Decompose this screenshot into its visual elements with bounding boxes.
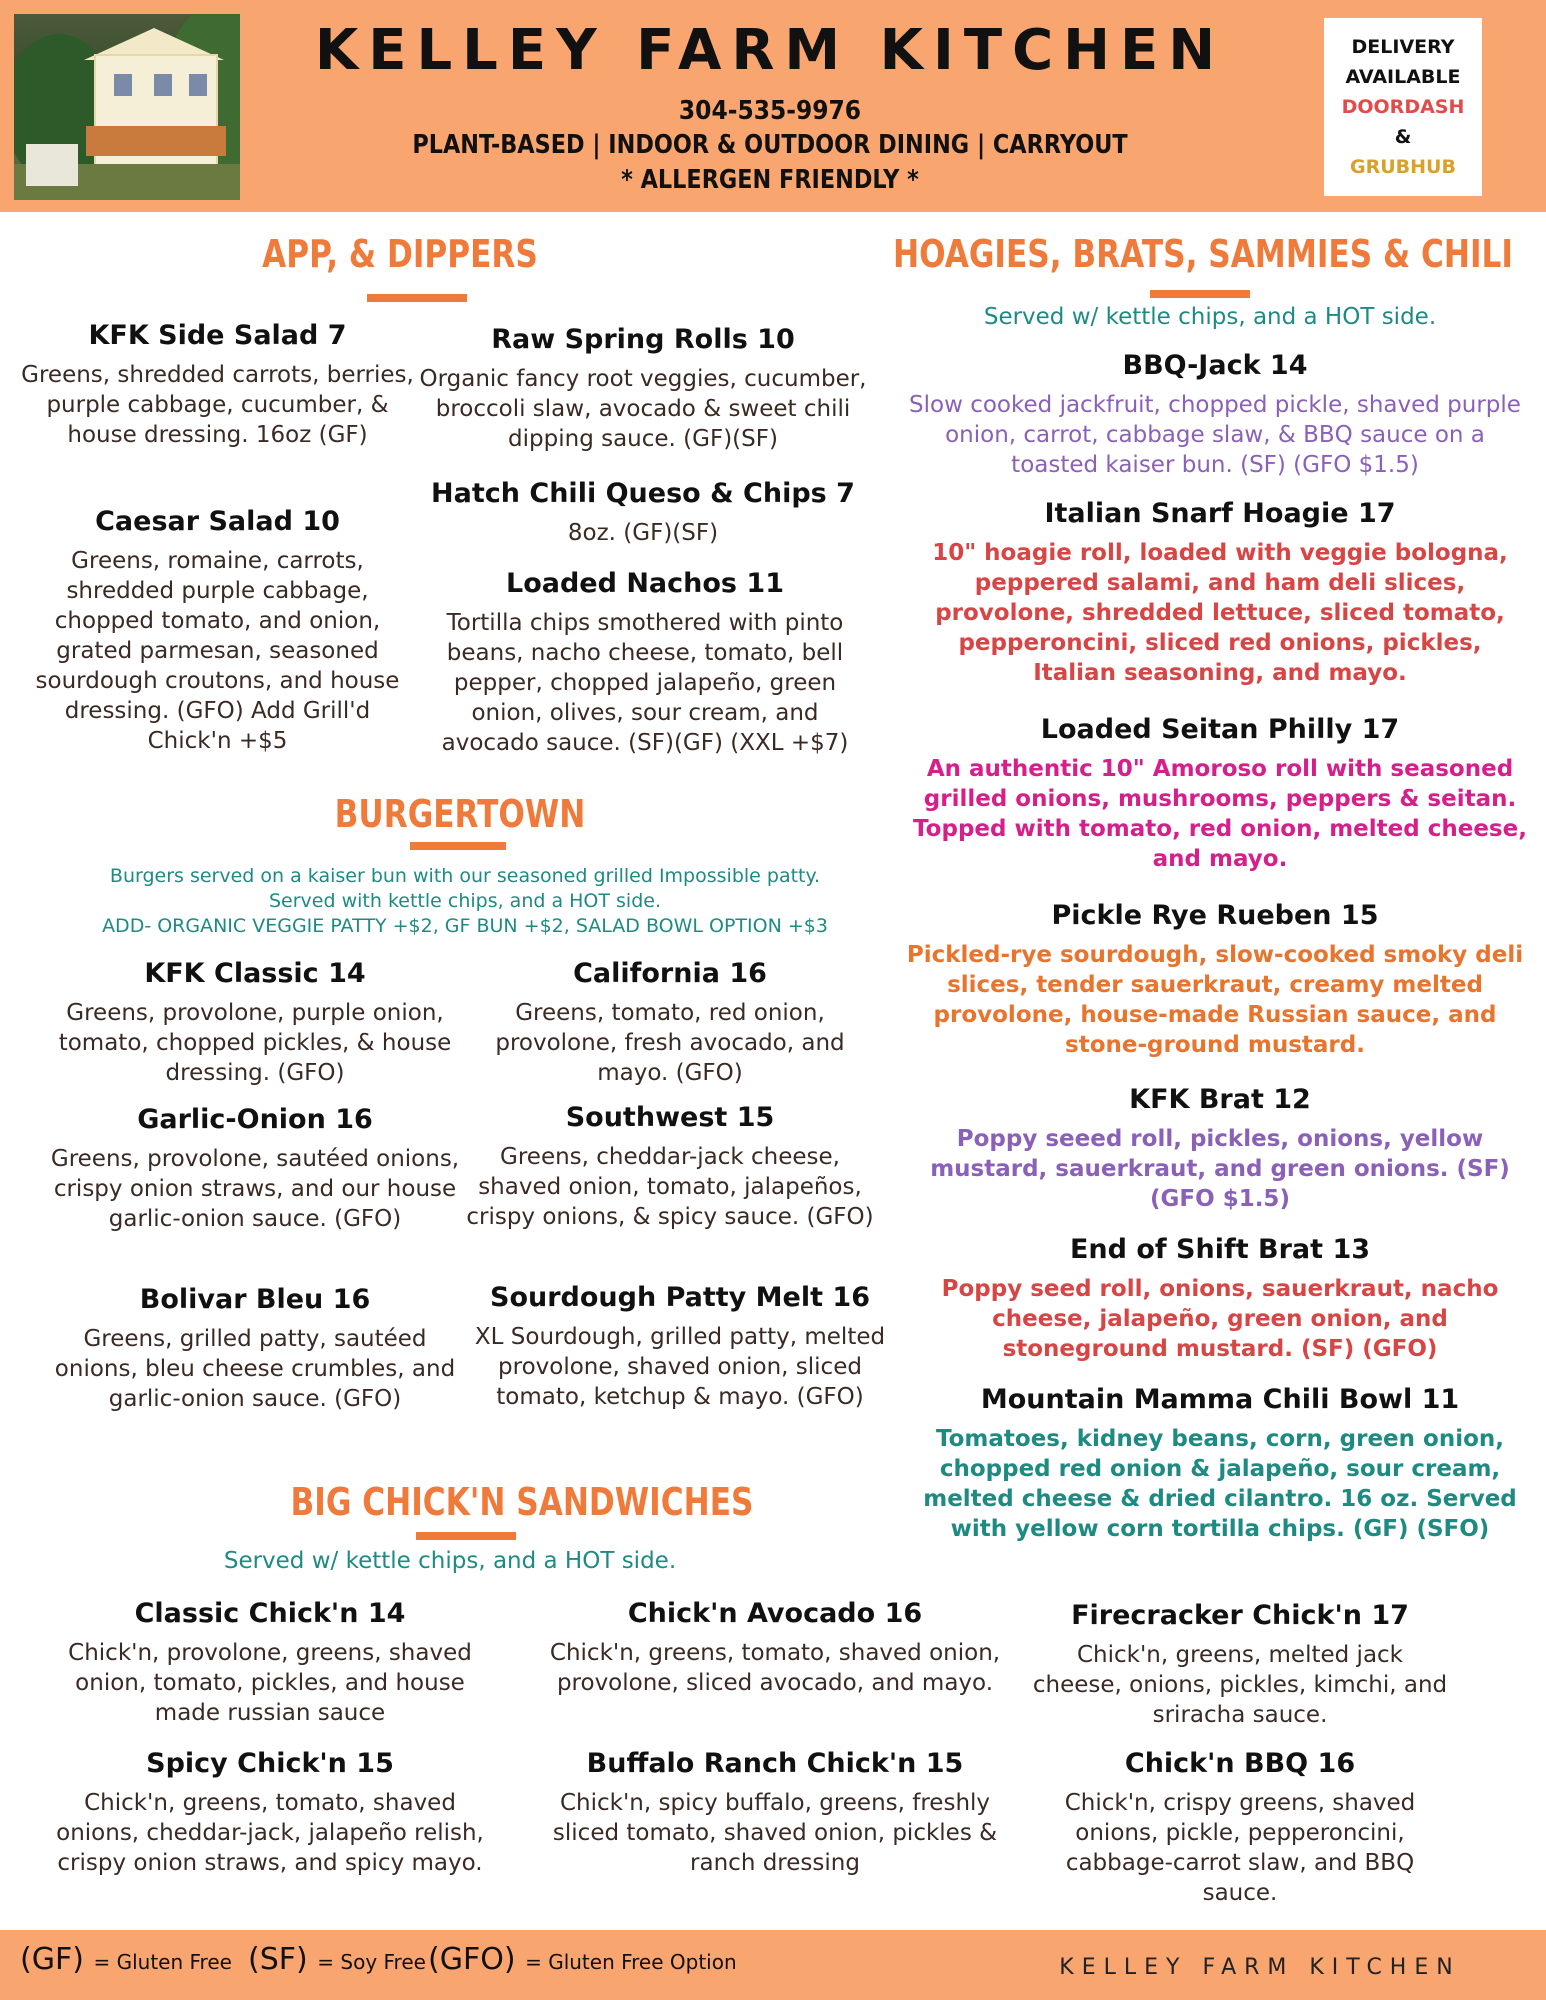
item-desc: Poppy seeed roll, pickles, onions, yellow mustard, sauerkraut, and green onions. (SF) (GFO $1.5) (930, 1126, 1510, 1212)
item-name: Spicy Chick'n 15 (146, 1748, 394, 1779)
menu-item (920, 1232, 1520, 1364)
burgertown-note-1: Burgers served on a kaiser bun with our seasoned grilled Impossible patty. (109, 865, 821, 887)
hoagies-underline (1150, 290, 1250, 298)
apps-title: APP, & DIPPERS (262, 232, 538, 276)
delivery-line1: DELIVERY (1351, 36, 1455, 58)
menu-item (545, 1746, 1005, 1878)
item-desc: Tomatoes, kidney beans, corn, green onion, chopped red onion & jalapeño, sour cream, melted cheese & dried cilantro. 16 oz. Served with yellow corn tortilla chips. (GF) (SFO) (923, 1426, 1517, 1542)
item-name: Sourdough Patty Melt 16 (490, 1282, 870, 1313)
tagline: PLANT-BASED | INDOOR & OUTDOOR DINING | CARRYOUT (412, 130, 1128, 160)
menu-item (45, 956, 465, 1088)
item-name: California 16 (573, 958, 767, 989)
item-desc: Chick'n, spicy buffalo, greens, freshly sliced tomato, shaved onion, pickles & ranch dressing (552, 1790, 998, 1876)
legend-gfo-code: (GFO) (428, 1942, 516, 1977)
grubhub-label: GRUBHUB (1350, 156, 1456, 178)
item-desc: Tortilla chips smothered with pinto beans, nacho cheese, tomato, bell pepper, chopped jalapeño, green onion, olives, sour cream, and avocado sauce. (SF)(GF) (XXL +$7) (441, 610, 849, 756)
item-name: Raw Spring Rolls 10 (491, 324, 795, 355)
delivery-badge (1324, 18, 1482, 196)
item-name: Pickle Rye Rueben 15 (1051, 900, 1379, 931)
item-name: Classic Chick'n 14 (134, 1598, 406, 1629)
item-desc: Pickled-rye sourdough, slow-cooked smoky deli slices, tender sauerkraut, creamy melted provolone, house-made Russian sauce, and stone-ground mustard. (906, 942, 1524, 1058)
item-name: KFK Classic 14 (144, 958, 366, 989)
item-name: Southwest 15 (565, 1102, 775, 1133)
item-name: Loaded Seitan Philly 17 (1040, 714, 1400, 745)
menu-item (470, 956, 870, 1088)
chickn-note: Served w/ kettle chips, and a HOT side. (223, 1548, 677, 1574)
item-name: Hatch Chili Queso & Chips 7 (431, 478, 855, 509)
item-desc: Greens, grilled patty, sautéed onions, bleu cheese crumbles, and garlic-onion sauce. (GFO) (54, 1326, 456, 1412)
burgertown-note-3: ADD- ORGANIC VEGGIE PATTY +$2, GF BUN +$2, SALAD BOWL OPTION +$3 (102, 915, 828, 937)
item-desc: Greens, cheddar-jack cheese, shaved onion, tomato, jalapeños, crispy onions, & spicy sauce. (GFO) (466, 1144, 874, 1230)
menu-item (45, 1102, 465, 1234)
item-desc: Greens, tomato, red onion, provolone, fresh avocado, and mayo. (GFO) (495, 1000, 845, 1086)
item-name: End of Shift Brat 13 (1069, 1234, 1371, 1265)
menu-item (40, 1596, 500, 1728)
menu-item (920, 496, 1520, 688)
legend-sf (248, 1942, 426, 1977)
item-name: KFK Brat 12 (1129, 1084, 1311, 1115)
legend-sf-label: = Soy Free (317, 1950, 426, 1974)
farmhouse-photo (14, 14, 240, 200)
menu-item (1030, 1598, 1450, 1730)
menu-item (45, 1282, 465, 1414)
menu-item (40, 1746, 500, 1878)
item-desc: Chick'n, greens, tomato, shaved onions, cheddar-jack, jalapeño relish, crispy onion straws, and spicy mayo. (56, 1790, 484, 1876)
item-desc: Poppy seed roll, onions, sauerkraut, nacho cheese, jalapeño, green onion, and stoneground mustard. (SF) (GFO) (941, 1276, 1499, 1362)
legend-gf-label: = Gluten Free (93, 1950, 232, 1974)
burgertown-underline (410, 842, 506, 850)
hoagies-note: Served w/ kettle chips, and a HOT side. (983, 304, 1437, 330)
item-desc: Greens, provolone, sautéed onions, crispy onion straws, and our house garlic-onion sauce. (GFO) (50, 1146, 460, 1232)
hoagies-title: HOAGIES, BRATS, SAMMIES & CHILI (893, 232, 1514, 276)
item-desc: Greens, provolone, purple onion, tomato, chopped pickles, & house dressing. (GFO) (58, 1000, 452, 1086)
item-name: KFK Side Salad 7 (88, 320, 347, 351)
item-name: Loaded Nachos 11 (506, 568, 784, 599)
menu-item (460, 1100, 880, 1232)
menu-item (905, 712, 1535, 874)
apps-underline (367, 294, 467, 302)
menu-item (905, 348, 1525, 480)
item-name: Chick'n Avocado 16 (627, 1598, 923, 1629)
delivery-amp: & (1394, 126, 1412, 148)
menu-item (425, 566, 865, 758)
item-name: Bolivar Bleu 16 (139, 1284, 371, 1315)
item-desc: Slow cooked jackfruit, chopped pickle, shaved purple onion, carrot, cabbage slaw, & BBQ sauce on a toasted kaiser bun. (SF) (GFO $1.5) (909, 392, 1521, 478)
item-name: BBQ-Jack 14 (1122, 350, 1308, 381)
menu-item (920, 1382, 1520, 1544)
restaurant-title: KELLEY FARM KITCHEN (314, 18, 1226, 83)
legend-gf-code: (GF) (20, 1942, 84, 1977)
item-name: Garlic-Onion 16 (137, 1104, 373, 1135)
legend-gf (20, 1942, 232, 1977)
item-desc: Greens, shredded carrots, berries, purple cabbage, cucumber, & house dressing. 16oz (GF) (21, 362, 414, 448)
item-name: Firecracker Chick'n 17 (1071, 1600, 1409, 1631)
item-desc: 8oz. (GF)(SF) (567, 520, 719, 546)
item-name: Chick'n BBQ 16 (1124, 1748, 1356, 1779)
item-desc: 10" hoagie roll, loaded with veggie bologna, peppered salami, and ham deli slices, provolone, shredded lettuce, sliced tomato, pepperoncini, sliced red onions, pickles, Italian seasoning, and mayo. (932, 540, 1508, 686)
item-desc: Chick'n, greens, tomato, shaved onion, provolone, sliced avocado, and mayo. (549, 1640, 1001, 1696)
chickn-underline (416, 1532, 516, 1540)
burgertown-note-2: Served with kettle chips, and a HOT side. (269, 890, 661, 912)
chickn-title: BIG CHICK'N SANDWICHES (290, 1480, 754, 1524)
delivery-line2: AVAILABLE (1345, 66, 1461, 88)
doordash-label: DOORDASH (1341, 96, 1465, 118)
menu-item (20, 318, 415, 450)
item-desc: XL Sourdough, grilled patty, melted provolone, shaved onion, sliced tomato, ketchup & mayo. (GFO) (474, 1324, 886, 1410)
legend-gfo-label: = Gluten Free Option (525, 1950, 737, 1974)
menu-item (545, 1596, 1005, 1698)
menu-item (418, 322, 868, 454)
item-desc: Chick'n, crispy greens, shaved onions, pickle, pepperoncini, cabbage-carrot slaw, and BBQ sauce. (1064, 1790, 1416, 1906)
item-name: Mountain Mamma Chili Bowl 11 (980, 1384, 1460, 1415)
menu-item (1030, 1746, 1450, 1908)
allergen-note: * ALLERGEN FRIENDLY * (621, 165, 919, 195)
item-desc: Chick'n, provolone, greens, shaved onion, tomato, pickles, and house made russian sauce (68, 1640, 472, 1726)
menu-item (418, 476, 868, 548)
item-desc: An authentic 10" Amoroso roll with seasoned grilled onions, mushrooms, peppers & seitan. Topped with tomato, red onion, melted cheese, and mayo. (913, 756, 1527, 872)
menu-item (460, 1280, 900, 1412)
item-name: Caesar Salad 10 (95, 506, 340, 537)
item-desc: Organic fancy root veggies, cucumber, broccoli slaw, avocado & sweet chili dipping sauce. (GF)(SF) (419, 366, 867, 452)
phone-number: 304-535-9976 (678, 96, 862, 126)
item-desc: Greens, romaine, carrots, shredded purple cabbage, chopped tomato, and onion, grated parmesan, seasoned sourdough croutons, and house dressing. (GFO) Add Grill'd Chick'n +$5 (35, 548, 400, 754)
menu-item (920, 1082, 1520, 1214)
item-desc: Chick'n, greens, melted jack cheese, onions, pickles, kimchi, and sriracha sauce. (1032, 1642, 1448, 1728)
footer-brand: KELLEY FARM KITCHEN (1059, 1955, 1461, 1980)
legend-sf-code: (SF) (248, 1942, 308, 1977)
burgertown-title: BURGERTOWN (334, 792, 586, 836)
menu-item (900, 898, 1530, 1060)
menu-item (20, 504, 415, 756)
item-name: Buffalo Ranch Chick'n 15 (586, 1748, 964, 1779)
item-name: Italian Snarf Hoagie 17 (1044, 498, 1396, 529)
legend-gfo (428, 1942, 737, 1977)
